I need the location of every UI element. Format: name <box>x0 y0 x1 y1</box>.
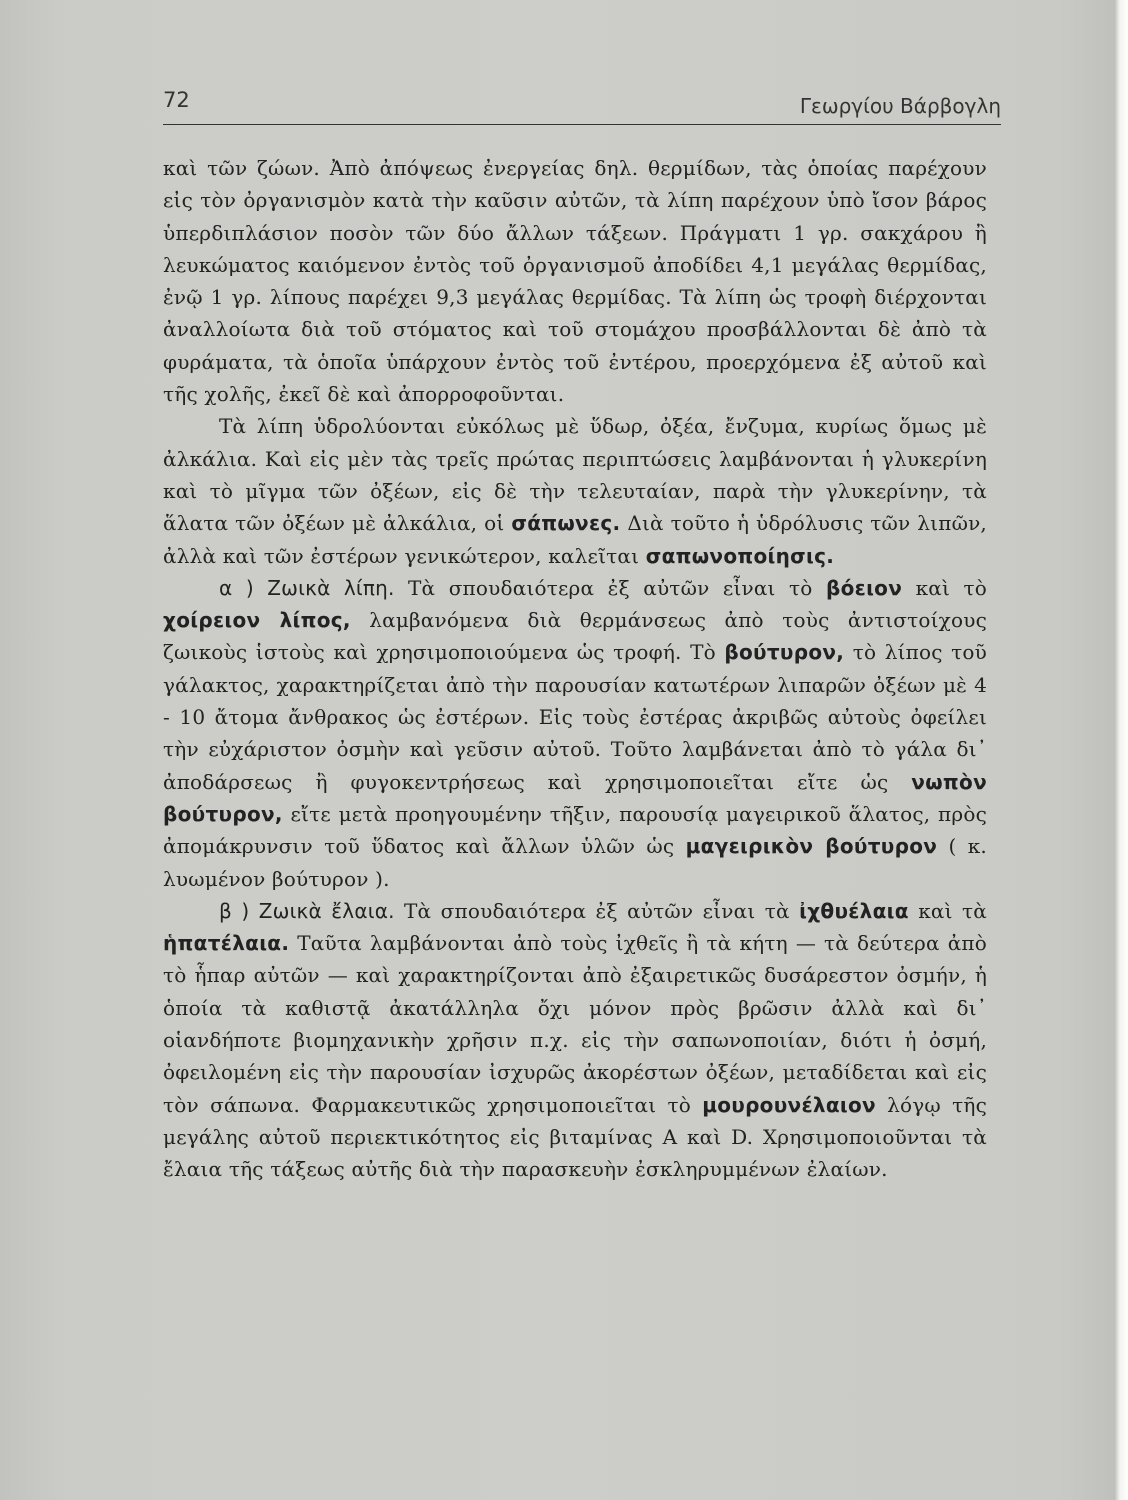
paragraph-3 <box>163 572 987 895</box>
paragraph-4-text-a: Τὰ σπουδαιότερα ἐξ αὐτῶν εἶναι τὰ <box>394 898 800 923</box>
page-header <box>163 88 1001 125</box>
page-edge <box>1114 0 1128 1500</box>
paragraph-2-text-a: Τὰ λίπη ὑδρολύονται εὐκόλως μὲ ὕδωρ, ὀξέα, ἔνζυμα, κυρίως ὅμως μὲ ἀλκάλια. Καὶ εἰς μὲν τὰς τρεῖς πρώτας περιπτώσεις λαμβάνονται ἡ γλυκερίνη καὶ τὸ μῖγμα τῶν ὀξέων, εἰς δὲ τὴν τελευταίαν, παρὰ τὴν γλυκερίνην, τὰ ἅλατα τῶν ὀξέων μὲ ἀλκάλια, οἱ <box>163 414 987 536</box>
term-sapones: σάπωνες. <box>511 511 621 536</box>
term-boeion: βόειον <box>825 575 903 600</box>
paragraph-1 <box>163 152 987 410</box>
paragraph-3-text-a: Τὰ σπουδαιότερα ἐξ αὐτῶν εἶναι τὸ <box>394 575 826 600</box>
paragraph-4-text-b: καὶ τὰ <box>908 898 987 923</box>
paragraph-1-text: καὶ τῶν ζώων. Ἀπὸ ἀπόψεως ἐνεργείας δηλ. θερμίδων, τὰς ὁποίας παρέχουν εἰς τὸν ὀργανισμὸν κατὰ τὴν καῦσιν αὐτῶν, τὰ λίπη παρέχουν ὑπὸ ἴσον βάρος ὑπερδιπλάσιον ποσὸν τῶν δύο ἄλλων τάξεων. Πράγματι 1 γρ. σακχάρου ἢ λευκώματος καιόμενον ἐντὸς τοῦ ὀργανισμοῦ ἀποδίδει 4,1 μεγάλας θερμίδας, ἐνῷ 1 γρ. λίπους παρέχει 9,3 μεγάλας θερμίδας. Τὰ λίπη ὡς τροφὴ διέρχονται ἀναλλοίωτα διὰ τοῦ στόματος καὶ τοῦ στομάχου προσβάλλονται δὲ ἀπὸ τὰ φυράματα, τὰ ὁποῖα ὑπάρχουν ἐντὸς τοῦ ἐντέρου, προερχόμενα ἐξ αὐτοῦ καὶ τῆς χολῆς, ἐκεῖ δὲ καὶ ἀπορροφοῦνται. <box>163 156 987 407</box>
paragraph-3-text-c: λαμβανόμενα διὰ θερμάνσεως ἀπὸ τοὺς ἀντιστοίχους ζωικοὺς ἱστοὺς καὶ χρησιμοποιούμενα ὡς τροφή. Τὸ <box>163 608 987 665</box>
term-ichthyelaia: ἰχθυέλαια <box>799 898 909 923</box>
term-mageirikon-boutyron: μαγειρικὸν βούτυρον <box>685 834 938 859</box>
term-saponopoiisis: σαπωνοποίησις. <box>645 543 835 568</box>
subheading-animal-fats: α ) Ζωικὰ λίπη. <box>219 575 395 600</box>
subheading-animal-oils: β ) Ζωικὰ ἔλαια. <box>219 898 395 923</box>
paragraph-4 <box>163 895 987 1186</box>
term-boutyron: βούτυρον, <box>724 640 845 665</box>
running-head: Γεωργίου Βάρβογλη <box>799 94 1001 118</box>
paragraph-3-text-f: ( κ. λυωμένον βούτυρον ). <box>163 834 987 891</box>
paragraph-3-text-d: τὸ λίπος τοῦ γάλακτος, χαρακτηρίζεται ἀπὸ τὴν παρουσίαν κατωτέρων λιπαρῶν ὀξέων μὲ 4 - 10 ἄτομα ἄνθρακος ὡς ἐστέρων. Εἰς τοὺς ἐστέρας ἀκριβῶς αὐτοὺς ὀφείλει τὴν εὐχάριστον ὀσμὴν καὶ γεῦσιν αὐτοῦ. Τοῦτο λαμβάνεται ἀπὸ τὸ γάλα δι᾽ ἀποδάρσεως ἢ φυγοκεντρήσεως καὶ χρησιμοποιεῖται εἴτε ὡς <box>163 640 987 794</box>
term-nopon-boutyron: νωπὸν βούτυρον, <box>163 769 987 826</box>
paragraph-4-text-d: λόγῳ τῆς μεγάλης αὐτοῦ περιεκτικότητος εἰς βιταμίνας Α καὶ D. Χρησιμοποιοῦνται τὰ ἔλαια τῆς τάξεως αὐτῆς διὰ τὴν παρασκευὴν ἐσκληρυμμένων ἐλαίων. <box>163 1092 987 1182</box>
term-mourounelaion: μουρουνέλαιον <box>702 1092 876 1117</box>
paragraph-3-text-e: εἴτε μετὰ προηγουμένην τῆξιν, παρουσίᾳ μαγειρικοῦ ἅλατος, πρὸς ἀπομάκρυνσιν τοῦ ὕδατος καὶ ἄλλων ὑλῶν ὡς <box>163 801 987 859</box>
paragraph-2-text-b: Διὰ τοῦτο ἡ ὑδρόλυσις τῶν λιπῶν, ἀλλὰ καὶ τῶν ἐστέρων γενικώτερον, καλεῖται <box>163 511 987 568</box>
paragraph-2 <box>163 410 987 571</box>
paragraph-4-text-c: Ταῦτα λαμβάνονται ἀπὸ τοὺς ἰχθεῖς ἢ τὰ κήτη — τὰ δεύτερα ἀπὸ τὸ ἧπαρ αὐτῶν — καὶ χαρακτηρίζονται ἀπὸ ἐξαιρετικῶς δυσάρεστον ὀσμήν, ἡ ὁποία τὰ καθιστᾷ ἀκατάλληλα ὄχι μόνον πρὸς βρῶσιν ἀλλὰ καὶ δι᾽ οἱανδήποτε βιομηχανικὴν χρῆσιν π.χ. εἰς τὴν σαπωνοποιίαν, διότι ἡ ὀσμή, ὀφειλομένη εἰς τὴν παρουσίαν ἰσχυρῶς ἀκορέστων ὀξέων, μεταδίδεται καὶ εἰς τὸν σάπωνα. Φαρμακευτικῶς χρησιμοποιεῖται τὸ <box>163 931 987 1117</box>
term-choireion-lipos: χοίρειον λίπος, <box>163 608 351 633</box>
term-hepatelaia: ἡπατέλαια. <box>163 931 290 956</box>
paragraph-3-text-b: καὶ τὸ <box>902 575 987 600</box>
page-number: 72 <box>163 88 190 112</box>
body-text <box>163 152 987 1186</box>
